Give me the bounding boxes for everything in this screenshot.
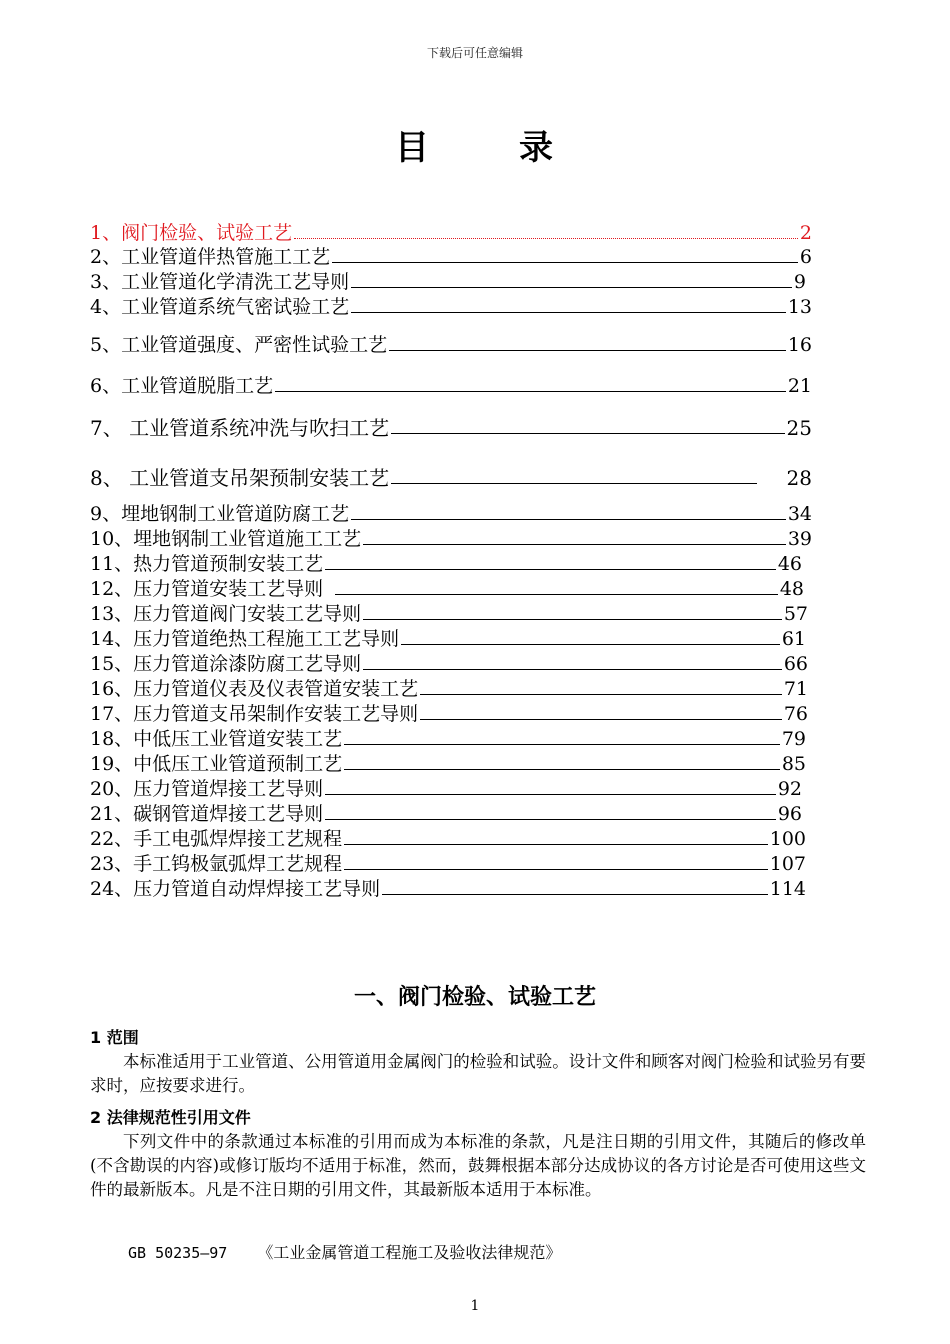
toc-leader	[325, 819, 776, 820]
toc-entry-11[interactable]	[90, 549, 802, 575]
toc-entry-label: 5、工业管道强度、严密性试验工艺	[90, 334, 388, 356]
toc-leader	[391, 483, 756, 484]
toc-entry-4[interactable]	[90, 292, 812, 318]
toc-entry-label: 22、手工电弧焊焊接工艺规程	[90, 828, 343, 850]
standard-reference	[128, 1240, 561, 1263]
toc-entry-page: 2	[799, 222, 812, 244]
toc-entry-label: 19、中低压工业管道预制工艺	[90, 753, 343, 775]
toc-title-right: 录	[519, 128, 555, 168]
toc-entry-page: 71	[783, 678, 808, 700]
refs-heading: 2 法律规范性引用文件	[90, 1108, 251, 1127]
toc-entry-10[interactable]	[90, 524, 812, 550]
toc-entry-1[interactable]	[90, 218, 812, 244]
toc-entry-label: 24、压力管道自动焊焊接工艺导则	[90, 878, 381, 900]
toc-entry-page: 76	[783, 703, 808, 725]
toc-leader	[351, 519, 786, 520]
toc-entry-page: 66	[783, 653, 808, 675]
toc-entry-16[interactable]	[90, 674, 808, 700]
toc-entry-label: 2、工业管道伴热管施工工艺	[90, 246, 331, 268]
toc-entry-21[interactable]	[90, 799, 802, 825]
toc-entry-22[interactable]	[90, 824, 806, 850]
toc-entry-17[interactable]	[90, 699, 808, 725]
toc-entry-label: 4、工业管道系统气密试验工艺	[90, 296, 350, 318]
toc-entry-label: 23、手工钨极氩弧焊工艺规程	[90, 853, 343, 875]
toc-entry-label: 17、压力管道支吊架制作安装工艺导则	[90, 703, 419, 725]
toc-entry-label: 3、工业管道化学清洗工艺导则	[90, 271, 350, 293]
toc-entry-page: 57	[783, 603, 808, 625]
toc-entry-23[interactable]	[90, 849, 806, 875]
toc-leader	[363, 544, 786, 545]
toc-entry-page: 25	[786, 416, 812, 440]
toc-leader	[351, 312, 786, 313]
toc-entry-page: 16	[787, 334, 812, 356]
standard-code: GB 50235—97	[128, 1244, 228, 1262]
toc-entry-6[interactable]	[90, 371, 812, 397]
toc-entry-5[interactable]	[90, 330, 812, 356]
toc-entry-label: 6、工业管道脱脂工艺	[90, 375, 274, 397]
toc-entry-page: 107	[769, 853, 806, 875]
toc-entry-page: 85	[781, 753, 806, 775]
page-number: 1	[470, 1298, 480, 1314]
toc-entry-page: 9	[793, 271, 806, 293]
toc-leader	[294, 238, 798, 239]
toc-entry-page: 28	[786, 466, 812, 490]
section-title: 一、阀门检验、试验工艺	[353, 985, 596, 1010]
toc-entry-label: 18、中低压工业管道安装工艺	[90, 728, 343, 750]
toc-entry-19[interactable]	[90, 749, 806, 775]
header-note: 下载后可任意编辑	[426, 46, 523, 60]
toc-entry-14[interactable]	[90, 624, 806, 650]
toc-entry-label: 7、 工业管道系统冲洗与吹扫工艺	[90, 416, 390, 440]
toc-title-left: 目	[395, 128, 431, 168]
toc-entry-page: 21	[787, 375, 812, 397]
toc-entry-15[interactable]	[90, 649, 808, 675]
toc-leader	[389, 350, 786, 351]
toc-entry-page: 79	[781, 728, 806, 750]
toc-entry-page: 61	[781, 628, 806, 650]
toc-entry-12[interactable]	[90, 574, 804, 600]
toc-title	[0, 120, 950, 169]
toc-entry-8[interactable]	[90, 463, 812, 489]
toc-entry-label: 1、阀门检验、试验工艺	[90, 222, 293, 244]
toc-leader	[344, 769, 780, 770]
toc-entry-label: 20、压力管道焊接工艺导则	[90, 778, 324, 800]
toc-entry-label: 10、埋地钢制工业管道施工工艺	[90, 528, 362, 550]
toc-entry-7[interactable]	[90, 413, 812, 439]
toc-leader	[344, 744, 780, 745]
toc-leader	[332, 262, 798, 263]
toc-entry-page: 6	[799, 246, 812, 268]
toc-leader	[335, 594, 778, 595]
toc-entry-page: 96	[777, 803, 802, 825]
toc-leader	[351, 287, 792, 288]
toc-entry-13[interactable]	[90, 599, 808, 625]
toc-entry-label: 8、 工业管道支吊架预制安装工艺	[90, 466, 390, 490]
scope-heading: 1 范围	[90, 1028, 139, 1047]
toc-entry-page: 48	[779, 578, 804, 600]
toc-entry-2[interactable]	[90, 242, 812, 268]
toc-entry-label: 13、压力管道阀门安装工艺导则	[90, 603, 362, 625]
toc-entry-page: 13	[787, 296, 812, 318]
toc-entry-9[interactable]	[90, 499, 812, 525]
toc-entry-label: 14、压力管道绝热工程施工工艺导则	[90, 628, 400, 650]
toc-entry-page: 34	[787, 503, 812, 525]
refs-paragraph: 下列文件中的条款通过本标准的引用而成为本标准的条款，凡是注日期的引用文件，其随后的修改单(不含勘误的内容)或修订版均不适用于标准，然而，鼓舞根据本部分达成协议的各方讨论是否可使用这些文件的最新版本。凡是不注日期的引用文件，其最新版本适用于本标准。	[90, 1132, 866, 1199]
toc-entry-page: 100	[769, 828, 806, 850]
toc-leader	[420, 694, 782, 695]
toc-entry-label: 12、压力管道安装工艺导则	[90, 578, 324, 600]
toc-entry-page: 46	[777, 553, 802, 575]
toc-entry-page: 39	[787, 528, 812, 550]
toc-leader	[363, 619, 782, 620]
toc-entry-24[interactable]	[90, 874, 806, 900]
toc-entry-label: 21、碳钢管道焊接工艺导则	[90, 803, 324, 825]
toc-leader	[363, 669, 782, 670]
toc-entry-label: 16、压力管道仪表及仪表管道安装工艺	[90, 678, 419, 700]
toc-leader	[382, 894, 768, 895]
toc-leader	[401, 644, 780, 645]
toc-leader	[325, 794, 776, 795]
toc-leader	[325, 569, 776, 570]
toc-entry-page: 92	[777, 778, 802, 800]
toc-leader	[344, 844, 768, 845]
toc-entry-label: 9、埋地钢制工业管道防腐工艺	[90, 503, 350, 525]
toc-entry-3[interactable]	[90, 267, 806, 293]
standard-name: 《工业金属管道工程施工及验收法律规范》	[257, 1243, 562, 1262]
toc-entry-label: 15、压力管道涂漆防腐工艺导则	[90, 653, 362, 675]
toc-entry-page: 114	[769, 878, 806, 900]
toc-entry-20[interactable]	[90, 774, 802, 800]
toc-leader	[275, 391, 786, 392]
toc-leader	[344, 869, 768, 870]
toc-entry-18[interactable]	[90, 724, 806, 750]
toc-leader	[391, 433, 784, 434]
toc-leader	[420, 719, 782, 720]
toc-entry-label: 11、热力管道预制安装工艺	[90, 553, 324, 575]
scope-paragraph: 本标准适用于工业管道、公用管道用金属阀门的检验和试验。设计文件和顾客对阀门检验和试验另有要求时，应按要求进行。	[90, 1052, 866, 1095]
